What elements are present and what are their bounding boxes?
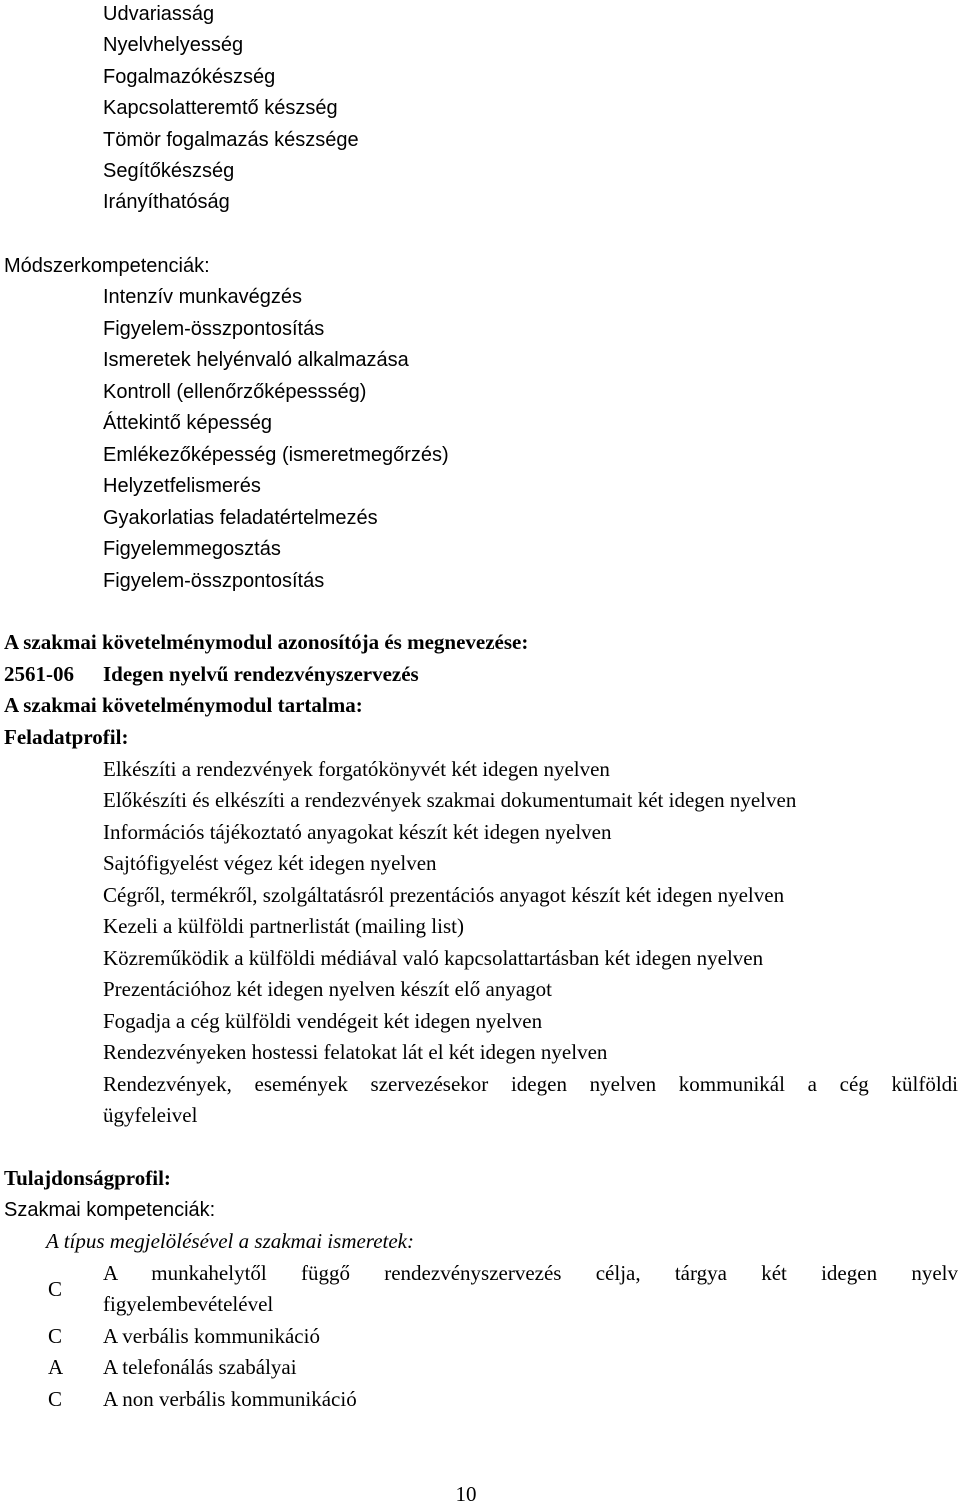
method-item: Figyelem-összpontosítás: [103, 570, 325, 592]
skill-item: Tömör fogalmazás készsége: [103, 129, 359, 151]
knowledge-text-line1: A munkahelytől függő rendezvényszervezés célja, tárgya két idegen nyelv: [103, 1261, 958, 1285]
task-item: Prezentációhoz két idegen nyelven készít elő anyagot: [103, 977, 552, 1001]
method-item: Ismeretek helyénvaló alkalmazása: [103, 349, 409, 371]
task-item: Rendezvényeken hostessi felatokat lát el két idegen nyelven: [103, 1040, 608, 1064]
skill-item: Kapcsolatteremtő készség: [103, 97, 338, 119]
skill-item: Fogalmazókészség: [103, 66, 276, 88]
module-id-heading: A szakmai követelménymodul azonosítója és megnevezése:: [4, 630, 529, 654]
knowledge-text: A verbális kommunikáció: [103, 1324, 320, 1348]
property-profile-heading: Tulajdonságprofil:: [4, 1166, 171, 1190]
method-heading: Módszerkompetenciák:: [4, 255, 210, 277]
task-item-last-line2: ügyfeleivel: [103, 1103, 198, 1127]
method-item: Gyakorlatias feladatértelmezés: [103, 507, 378, 529]
skill-item: Nyelvhelyesség: [103, 34, 244, 56]
method-item: Figyelem-összpontosítás: [103, 318, 325, 340]
page-number: 10: [455, 1482, 477, 1506]
knowledge-grade: C: [48, 1387, 63, 1411]
skill-item: Irányíthatóság: [103, 191, 230, 213]
professional-heading: Szakmai kompetenciák:: [4, 1199, 216, 1221]
task-item: Kezeli a külföldi partnerlistát (mailing list): [103, 914, 464, 938]
task-item: Közreműködik a külföldi médiával való kapcsolattartásban két idegen nyelven: [103, 946, 764, 970]
knowledge-text-line2: figyelembevételével: [103, 1292, 274, 1316]
task-item: Információs tájékoztató anyagokat készít két idegen nyelven: [103, 820, 612, 844]
task-item: Sajtófigyelést végez két idegen nyelven: [103, 851, 437, 875]
knowledge-text: A telefonálás szabályai: [103, 1355, 297, 1379]
skill-item: Segítőkészség: [103, 160, 235, 182]
task-item: Előkészíti és elkészíti a rendezvények szakmai dokumentumait két idegen nyelven: [103, 788, 797, 812]
skill-item: Udvariasság: [103, 3, 215, 25]
method-item: Emlékezőképesség (ismeretmegőrzés): [103, 444, 449, 466]
method-item: Kontroll (ellenőrzőképessség): [103, 381, 367, 403]
module-content-heading: A szakmai követelménymodul tartalma:: [4, 693, 363, 717]
knowledge-grade: C: [48, 1277, 63, 1301]
method-item: Figyelemmegosztás: [103, 538, 281, 560]
task-profile-heading: Feladatprofil:: [4, 725, 129, 749]
module-code: 2561-06: [4, 662, 74, 686]
task-item: Elkészíti a rendezvények forgatókönyvét két idegen nyelven: [103, 757, 610, 781]
method-item: Áttekintő képesség: [103, 412, 272, 434]
type-heading: A típus megjelölésével a szakmai ismeretek:: [46, 1229, 414, 1253]
task-item-last-line1: Rendezvények, események szervezésekor idegen nyelven kommunikál a cég külföldi: [103, 1072, 958, 1096]
knowledge-grade: A: [48, 1355, 64, 1379]
task-item: Cégről, termékről, szolgáltatásról prezentációs anyagot készít két idegen nyelven: [103, 883, 785, 907]
knowledge-grade: C: [48, 1324, 63, 1348]
knowledge-text: A non verbális kommunikáció: [103, 1387, 357, 1411]
task-item: Fogadja a cég külföldi vendégeit két idegen nyelven: [103, 1009, 543, 1033]
module-name: Idegen nyelvű rendezvényszervezés: [103, 662, 419, 686]
method-item: Intenzív munkavégzés: [103, 286, 302, 308]
method-item: Helyzetfelismerés: [103, 475, 261, 497]
